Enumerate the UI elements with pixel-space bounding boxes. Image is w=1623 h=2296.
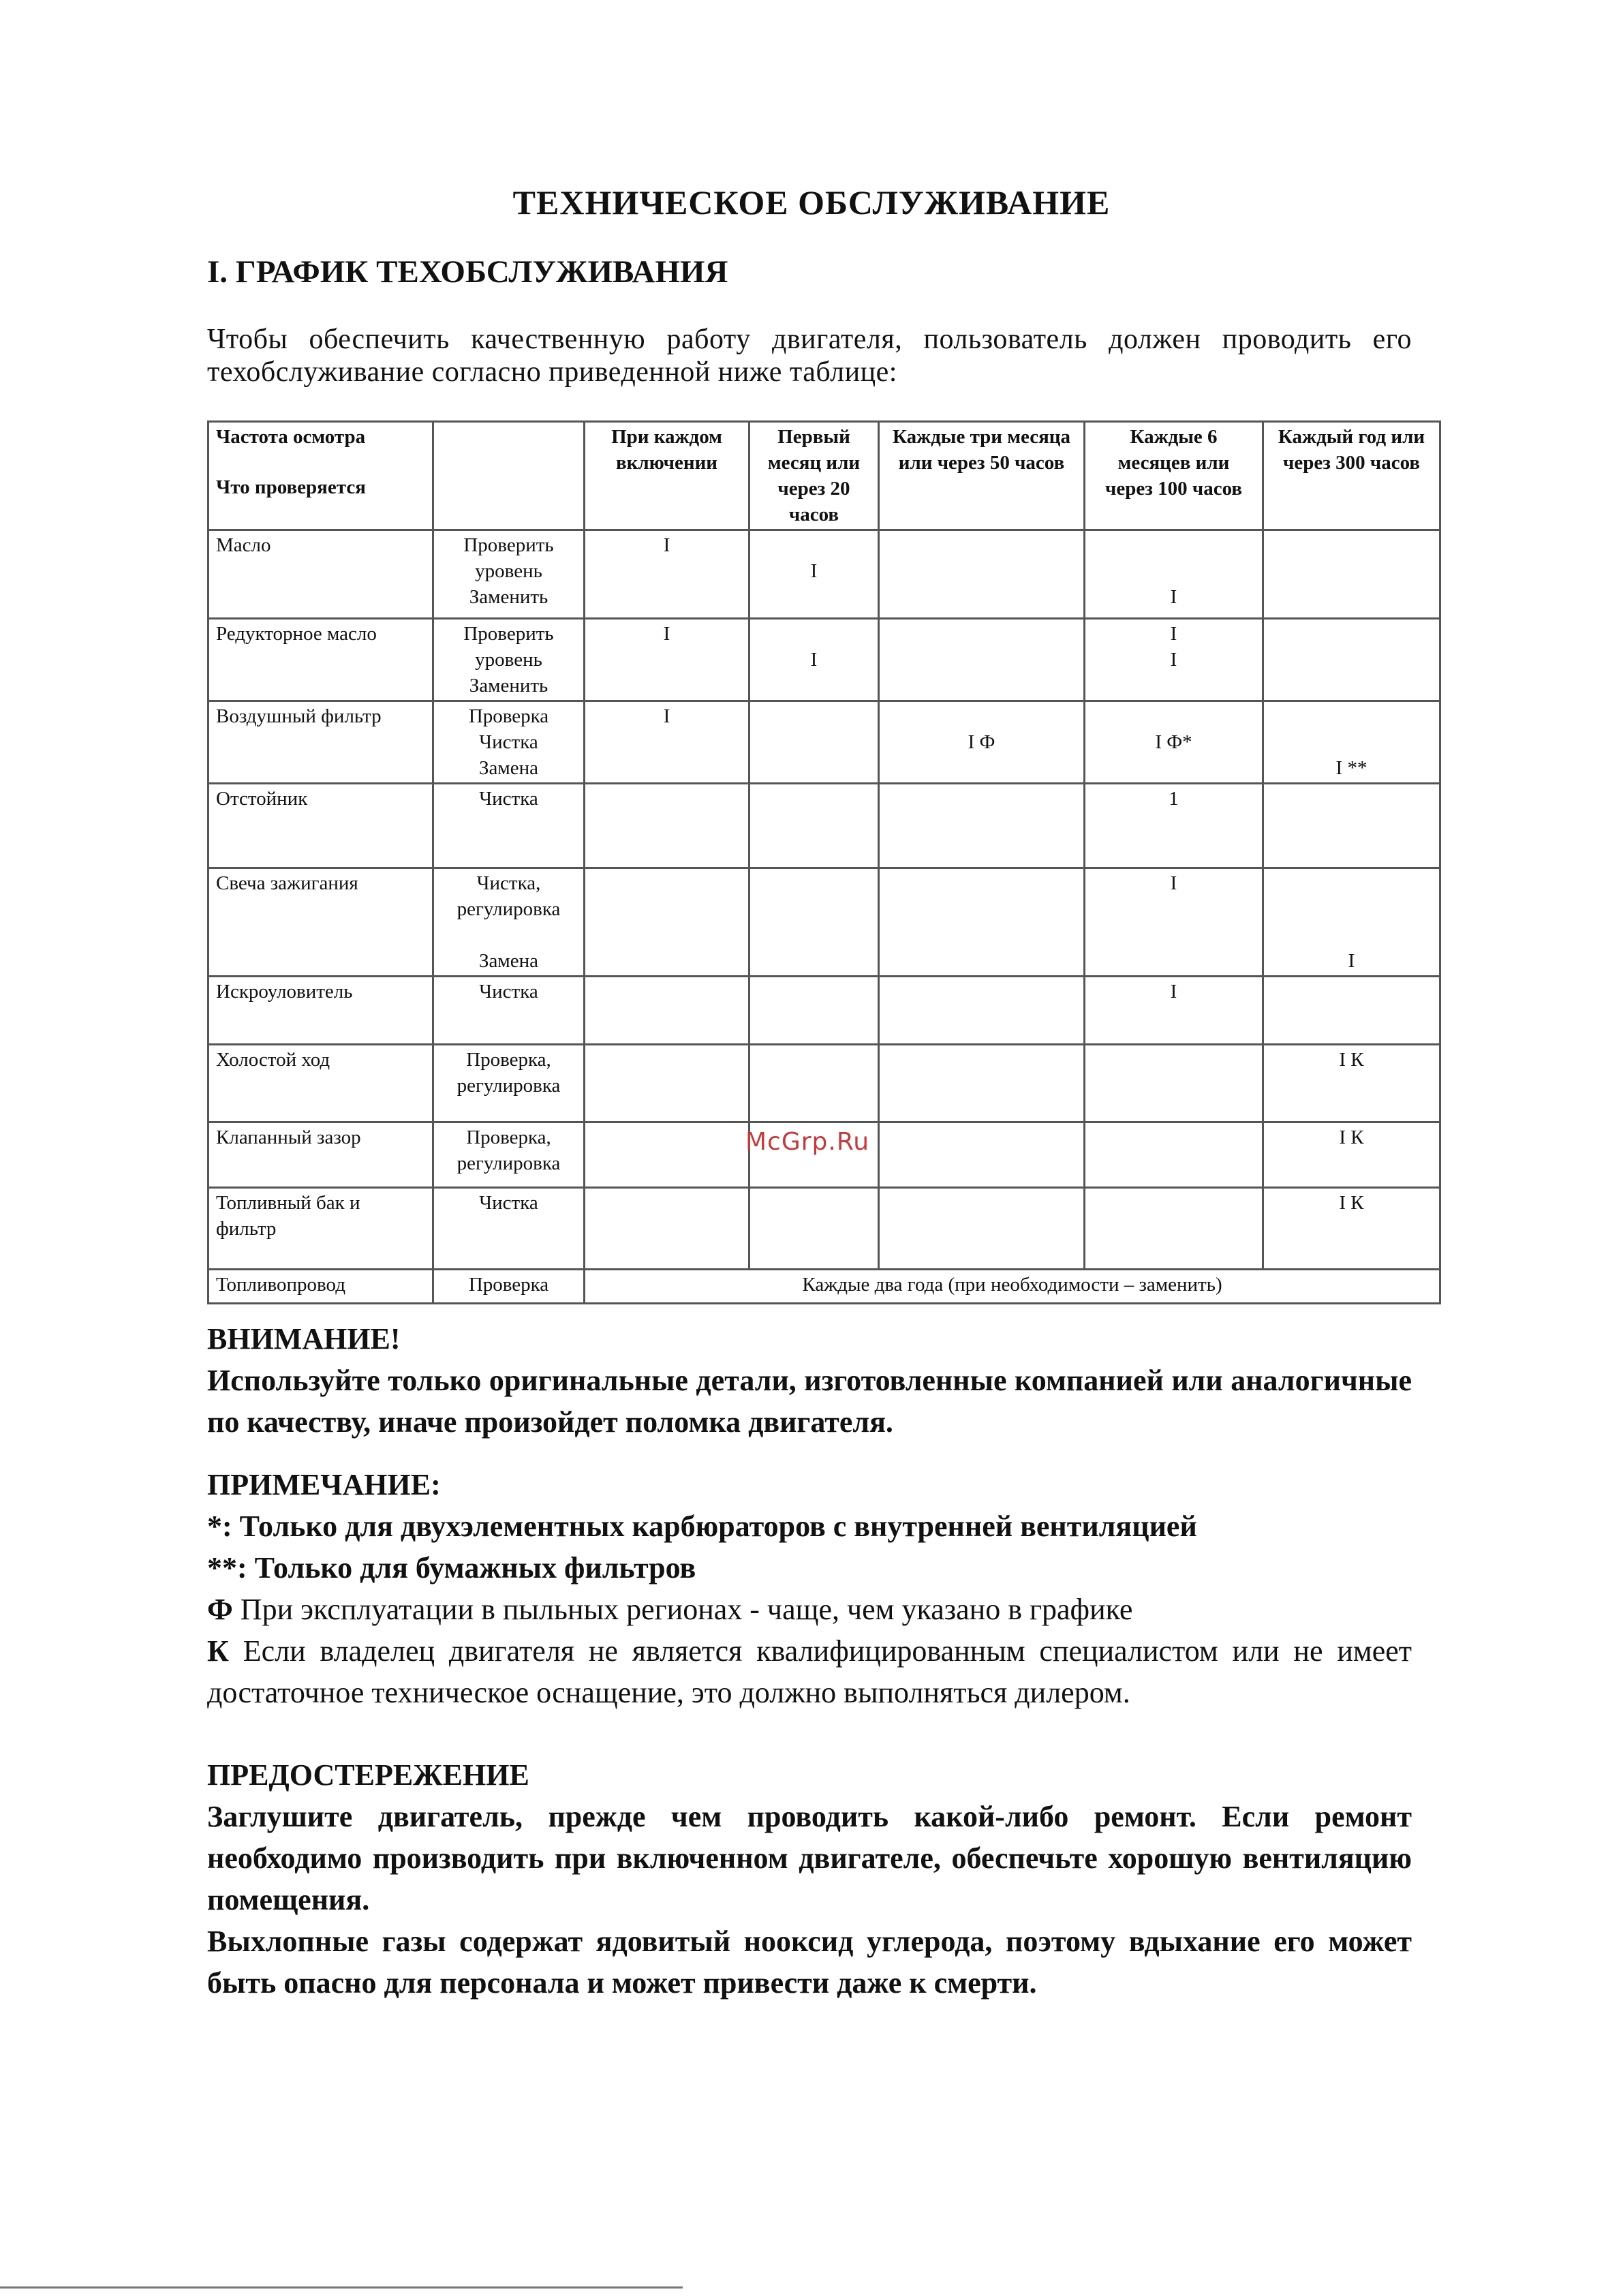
maintenance-schedule-table	[207, 420, 1441, 1304]
mark-cell	[585, 868, 749, 977]
watermark: McGrp.Ru	[745, 1128, 870, 1156]
action-line: регулировка	[457, 1075, 561, 1097]
mark-cell	[879, 701, 1085, 784]
mark-cell	[749, 1188, 879, 1270]
note-2: **: Только для бумажных фильтров	[207, 1551, 696, 1585]
header-three-months: Каждые три месяца или через 50 часов	[879, 422, 1085, 530]
action-line: Проверка	[468, 1274, 549, 1296]
table-row	[208, 619, 1440, 701]
mark: 1	[1169, 788, 1179, 810]
mark-cell	[1085, 530, 1263, 619]
every-two-years-cell: Каждые два года (при необходимости – заменить)	[585, 1270, 1440, 1304]
table-header-row	[208, 422, 1440, 530]
mark: I К	[1339, 1127, 1364, 1148]
mark-cell	[1263, 784, 1440, 868]
note-4-text: Если владелец двигателя не является квалифицированным специалистом или не имеет достаточное техническое оснащение, это должно выполняться дилером.	[207, 1634, 1412, 1709]
mark-cell	[1085, 1122, 1263, 1188]
mark-cell	[749, 530, 879, 619]
mark-cell	[1085, 868, 1263, 977]
mark-cell	[585, 1045, 749, 1122]
row-action	[433, 1270, 585, 1304]
mark-cell	[879, 784, 1085, 868]
action-line: Чистка	[479, 788, 538, 810]
mark-cell	[749, 619, 879, 701]
header-yearly: Каждый год или через 300 часов	[1263, 422, 1440, 530]
action-line: Чистка	[479, 1192, 538, 1214]
table-row	[208, 1270, 1440, 1304]
mark-cell	[1085, 1188, 1263, 1270]
mark-cell	[585, 530, 749, 619]
row-action	[433, 868, 585, 977]
item-line: Топливный бак и	[216, 1192, 360, 1214]
note-3	[207, 1589, 1412, 1630]
action-line: Замена	[478, 757, 538, 779]
mark-cell	[879, 868, 1085, 977]
table-row	[208, 701, 1440, 784]
table-row	[208, 868, 1440, 977]
note-4-mark: К	[207, 1634, 229, 1668]
header-each-start: При каждом включении	[585, 422, 749, 530]
header-frequency-label: Частота осмотра	[216, 426, 366, 448]
action-line: Проверить	[463, 623, 554, 645]
action-line: Чистка,	[476, 872, 541, 894]
header-what-label: Что проверяется	[216, 476, 366, 498]
mark-cell	[879, 1188, 1085, 1270]
mark: I	[1170, 586, 1177, 608]
row-item: Топливопровод	[208, 1270, 433, 1304]
mark-cell	[879, 1122, 1085, 1188]
row-action	[433, 977, 585, 1045]
mark-cell	[1263, 1188, 1440, 1270]
action-line: Заменить	[469, 586, 548, 608]
mark: I	[1170, 623, 1177, 645]
row-item: Холостой ход	[208, 1045, 433, 1122]
mark-cell	[585, 977, 749, 1045]
action-line: Проверить	[463, 534, 554, 556]
mark: I	[663, 623, 670, 645]
row-item: Клапанный зазор	[208, 1122, 433, 1188]
mark: I	[1170, 872, 1177, 894]
mark-cell	[1085, 784, 1263, 868]
item-line: фильтр	[216, 1218, 277, 1240]
header-empty	[433, 422, 585, 530]
mark-cell	[749, 784, 879, 868]
mark: I Ф	[968, 731, 995, 753]
action-line: регулировка	[457, 1152, 561, 1174]
mark: I	[810, 649, 818, 671]
action-line: Проверка,	[466, 1049, 551, 1071]
mark-cell	[749, 977, 879, 1045]
mark-cell	[879, 619, 1085, 701]
warning-paragraph-2: Выхлопные газы содержат ядовитый нооксид углерода, поэтому вдыхание его может быть опасно для персонала и может привести даже к смерти.	[207, 1925, 1412, 2000]
mark-cell	[1263, 977, 1440, 1045]
attention-heading: ВНИМАНИЕ!	[207, 1322, 401, 1356]
header-first-month: Первый месяц или через 20 часов	[749, 422, 879, 530]
row-item: Свеча зажигания	[208, 868, 433, 977]
table-row	[208, 977, 1440, 1045]
mark-cell	[879, 977, 1085, 1045]
mark: I	[663, 534, 670, 556]
action-line: Заменить	[469, 675, 548, 697]
mark: I К	[1339, 1049, 1364, 1071]
action-line: Чистка	[479, 731, 538, 753]
table-row	[208, 530, 1440, 619]
mark-cell	[1263, 868, 1440, 977]
mark-cell	[585, 701, 749, 784]
action-line: регулировка	[457, 898, 561, 920]
page-title: ТЕХНИЧЕСКОЕ ОБСЛУЖИВАНИЕ	[512, 183, 1111, 221]
table-row	[208, 1045, 1440, 1122]
row-item: Отстойник	[208, 784, 433, 868]
attention-text: Используйте только оригинальные детали, изготовленные компанией или аналогичные по качеству, иначе произойдет поломка двигателя.	[207, 1364, 1412, 1439]
mark-cell	[749, 701, 879, 784]
section-heading: I. ГРАФИК ТЕХОБСЛУЖИВАНИЯ	[207, 254, 728, 290]
row-item: Редукторное масло	[208, 619, 433, 701]
mark-cell	[1085, 701, 1263, 784]
action-line: уровень	[475, 560, 542, 582]
note-1: *: Только для двухэлементных карбюраторов с внутренней вентиляцией	[207, 1510, 1197, 1543]
row-item	[208, 1188, 433, 1270]
row-action	[433, 619, 585, 701]
mark-cell	[749, 1045, 879, 1122]
row-action	[433, 1045, 585, 1122]
mark-cell	[585, 619, 749, 701]
table-row	[208, 784, 1440, 868]
mark-cell	[1085, 977, 1263, 1045]
row-action	[433, 701, 585, 784]
note-3-text: При эксплуатации в пыльных регионах - чаще, чем указано в графике	[232, 1593, 1133, 1626]
mark-cell	[585, 784, 749, 868]
action-line: Проверка	[468, 705, 549, 727]
warning-paragraph-1: Заглушите двигатель, прежде чем проводить какой-либо ремонт. Если ремонт необходимо производить при включенном двигателе, обеспечьте хорошую вентиляцию помещения.	[207, 1800, 1412, 1916]
note-4	[207, 1630, 1412, 1713]
row-action	[433, 784, 585, 868]
row-action	[433, 1188, 585, 1270]
mark-cell	[1085, 619, 1263, 701]
mark-cell	[1263, 701, 1440, 784]
row-action	[433, 1122, 585, 1188]
footer-rule	[0, 2286, 683, 2289]
mark: I **	[1335, 757, 1367, 779]
mark-cell	[1263, 1122, 1440, 1188]
intro-paragraph: Чтобы обеспечить качественную работу двигателя, пользователь должен проводить его техобслуживание согласно приведенной ниже таблице:	[207, 324, 1412, 388]
action-line: Проверка,	[466, 1127, 551, 1148]
mark: I	[1170, 649, 1177, 671]
action-line: Замена	[478, 950, 538, 972]
mark: I	[810, 560, 818, 582]
mark-cell	[879, 530, 1085, 619]
mark-cell	[1085, 1045, 1263, 1122]
action-line: Чистка	[479, 981, 538, 1002]
mark-cell	[1263, 619, 1440, 701]
row-item: Масло	[208, 530, 433, 619]
mark-cell	[1263, 1045, 1440, 1122]
mark-cell	[749, 868, 879, 977]
mark-cell	[585, 1122, 749, 1188]
mark-cell	[879, 1045, 1085, 1122]
header-six-months: Каждые 6 месяцев или через 100 часов	[1085, 422, 1263, 530]
mark: I	[663, 705, 670, 727]
row-item: Воздушный фильтр	[208, 701, 433, 784]
warning-heading: ПРЕДОСТЕРЕЖЕНИЕ	[207, 1758, 529, 1792]
mark: I	[1170, 981, 1177, 1002]
mark: I Ф*	[1155, 731, 1192, 753]
mark: I	[1348, 950, 1355, 972]
table-row	[208, 1188, 1440, 1270]
row-item: Искроуловитель	[208, 977, 433, 1045]
note-3-mark: Ф	[207, 1593, 233, 1626]
notes-heading: ПРИМЕЧАНИЕ:	[207, 1468, 441, 1501]
header-frequency	[208, 422, 433, 530]
action-line: уровень	[475, 649, 542, 671]
mark-cell	[1263, 530, 1440, 619]
row-action	[433, 530, 585, 619]
mark: I К	[1339, 1192, 1364, 1214]
mark-cell	[585, 1188, 749, 1270]
